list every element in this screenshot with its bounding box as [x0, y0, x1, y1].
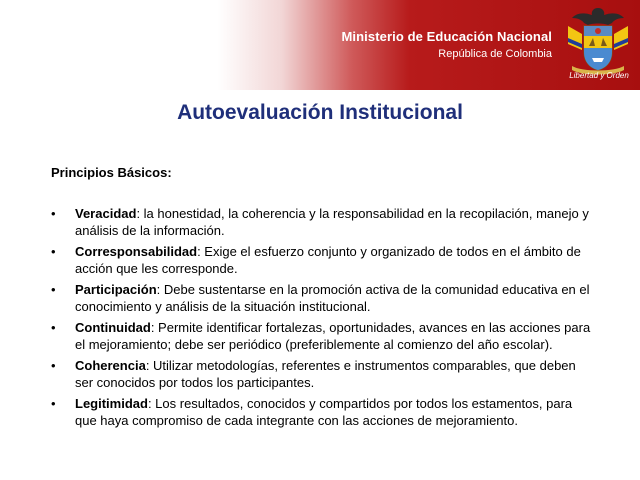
- principle-term: Participación: [75, 282, 157, 297]
- principle-description: : la honestidad, la coherencia y la responsabilidad en la recopilación, manejo y análisis de la información.: [75, 206, 589, 238]
- principle-description: : Permite identificar fortalezas, oportunidades, avances en las acciones para el mejoramiento; debe ser periódico (preferiblemente al comienzo del año escolar).: [75, 320, 591, 352]
- principle-term: Legitimidad: [75, 396, 148, 411]
- bullet-icon: •: [51, 206, 56, 221]
- condor-shape: [572, 8, 624, 25]
- bullet-icon: •: [51, 358, 56, 373]
- bullet-icon: •: [51, 320, 56, 335]
- bullet-icon: •: [51, 244, 56, 259]
- republic-name: República de Colombia: [438, 48, 552, 60]
- principle-item: [51, 320, 596, 353]
- principle-description: : Debe sustentarse en la promoción activa de la comunidad educativa en el conocimiento y análisis de la situación institucional.: [75, 282, 590, 314]
- bullet-icon: •: [51, 282, 56, 297]
- principle-item: [51, 206, 596, 239]
- slide-title: Autoevaluación Institucional: [177, 101, 463, 124]
- principle-description: : Utilizar metodologías, referentes e instrumentos comparables, que deben ser conocidos por todos los participantes.: [75, 358, 576, 390]
- bullet-icon: •: [51, 396, 56, 411]
- principle-description: : Los resultados, conocidos y compartidos por todos los estamentos, para que haya compromiso de cada integrante con las acciones de mejoramiento.: [75, 396, 573, 428]
- principle-term: Veracidad: [75, 206, 137, 221]
- principle-item: [51, 358, 596, 391]
- shield-middle-band: [584, 36, 612, 48]
- ministry-name: Ministerio de Educación Nacional: [341, 29, 552, 44]
- crest-motto: Libertad y Orden: [569, 71, 629, 80]
- principles-list: [51, 206, 596, 434]
- principle-item: [51, 244, 596, 277]
- principle-item: [51, 396, 596, 429]
- section-subtitle: Principios Básicos:: [51, 165, 172, 180]
- principle-term: Corresponsabilidad: [75, 244, 198, 259]
- principle-item: [51, 282, 596, 315]
- shield-ship: [592, 58, 604, 62]
- principle-term: Continuidad: [75, 320, 151, 335]
- shield-pomegranate: [595, 28, 601, 34]
- header-band: [0, 0, 640, 90]
- principle-description: : Exige el esfuerzo conjunto y organizado de todos en el ámbito de acción que les corresponde.: [75, 244, 581, 276]
- principle-term: Coherencia: [75, 358, 146, 373]
